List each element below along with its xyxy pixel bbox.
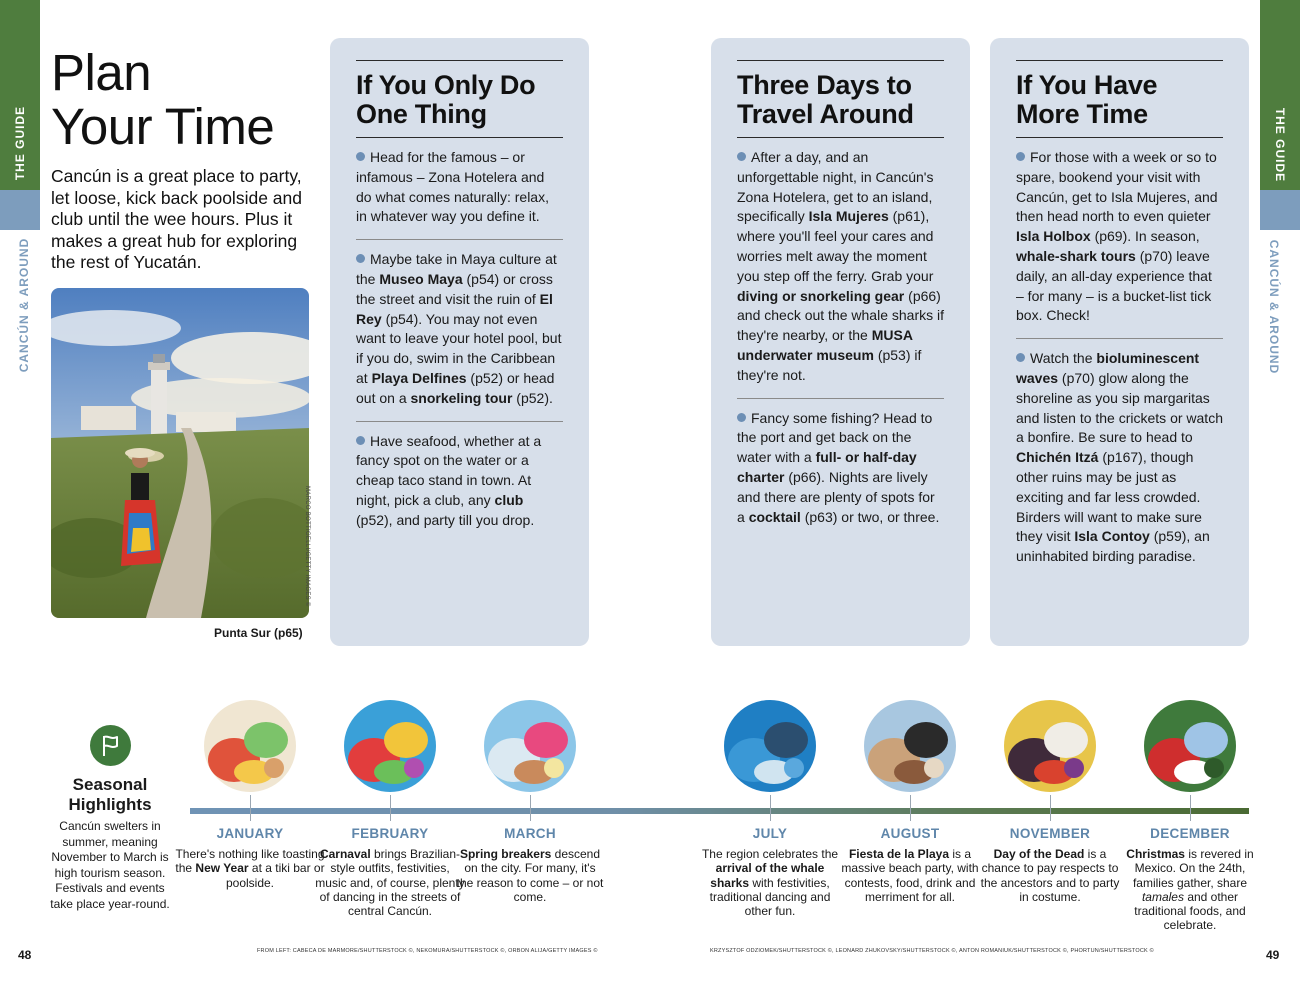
item-text: The region celebrates the (701, 847, 839, 861)
card-item (737, 399, 944, 540)
left-tab-guide-label: THE GUIDE (13, 105, 27, 181)
bullet-icon (1016, 353, 1025, 362)
highlight-text: Isla Contoy (1074, 528, 1150, 545)
whale-shark-photo (724, 700, 816, 792)
photo-credits-left: FROM LEFT: CABECA DE MARMORE/SHUTTERSTOCK ©, NEKOMURA/SHUTTERSTOCK ©, ORBON ALIJA/GETTY IMAGES © (257, 948, 598, 954)
item-text: (p70) glow along the shoreline as you sip margaritas and listen to the crickets or watch a bonfire. Be sure to head to (1016, 369, 1223, 446)
timeline-tick (910, 795, 911, 821)
card-title-line1: Three Days to (737, 70, 912, 100)
card-title-line2: Travel Around (737, 99, 914, 129)
item-text: (p54). You may not even want to leave your hotel pool, but if you do, swim in the Caribbean at (356, 310, 562, 386)
card-title (356, 61, 563, 137)
item-text: (p52). (512, 389, 553, 406)
month-description (975, 847, 1125, 904)
month-description (175, 847, 325, 890)
card-title (737, 61, 944, 137)
highlight-text: diving or snorkeling gear (737, 287, 905, 304)
month-name: JULY (752, 826, 788, 841)
item-text: (p61), where you'll feel your cares and worries melt away the moment you step off the ferry. Grab your (737, 208, 934, 284)
month-name: JANUARY (216, 826, 284, 841)
item-text: (p53) if they're not. (737, 346, 922, 383)
card-more-time (990, 38, 1249, 646)
month-name: DECEMBER (1150, 826, 1230, 841)
page-title-line2: Your Time (51, 98, 275, 155)
highlight-text: Christmas (1126, 847, 1185, 861)
flag-icon (90, 725, 131, 766)
left-tab-section-marker (0, 190, 40, 230)
item-text: Watch the (1030, 350, 1097, 367)
item-text: is a chance to pay respects to the ancestors and to party in costume. (980, 847, 1120, 904)
card-title-line1: If You Have (1016, 70, 1158, 100)
item-text: tamales (1141, 889, 1184, 904)
page-title (51, 46, 274, 154)
item-text: (p66) and check out the whale sharks if they're nearby, or the (737, 287, 945, 344)
card-item (356, 240, 563, 420)
card-item (1016, 339, 1223, 579)
card-item (737, 138, 944, 398)
highlight-text: club (494, 491, 524, 508)
month-name: NOVEMBER (1009, 826, 1091, 841)
item-text: Fancy some fishing? Head to the port and get back on the water with a (737, 409, 933, 466)
item-text: brings Brazilian-style outfits, festivities, music and, of course, plenty of dancing in the streets of central Cancún. (315, 847, 465, 919)
month-name: FEBRUARY (351, 826, 429, 841)
item-text: (p52), and party till you drop. (356, 511, 535, 528)
item-text: is a massive beach party, with contests, food, drink and merriment for all. (841, 847, 979, 904)
right-tab-guide-label: THE GUIDE (1273, 107, 1287, 183)
item-text: (p54) or cross the street and visit the ruin of (356, 270, 553, 307)
item-text: descend on the city. For many, it's the reason to come – or not come. (456, 847, 604, 904)
bullet-icon (737, 413, 746, 422)
highlight-text: MUSA underwater museum (737, 327, 913, 363)
highlight-text: bioluminescent waves (1016, 350, 1200, 386)
timeline-tick (1050, 795, 1051, 821)
beach-party-photo (864, 700, 956, 792)
bullet-icon (356, 436, 365, 445)
highlight-text: Day of the Dead (993, 847, 1085, 861)
item-text: (p52) or head out on a (356, 369, 555, 406)
photo-caption: Punta Sur (p65) (214, 626, 303, 640)
card-title-line2: More Time (1016, 99, 1148, 129)
highlight-text: arrival of the whale sharks (710, 861, 825, 890)
card-more-time-content (1016, 60, 1223, 579)
highlight-text: Fiesta de la Playa (848, 847, 950, 861)
item-text: and other traditional foods, and celebrate. (1134, 889, 1246, 933)
month-name: MARCH (504, 826, 556, 841)
card-items (356, 138, 563, 543)
bullet-icon (1016, 152, 1025, 161)
highlight-text: Chichén Itzá (1016, 449, 1099, 466)
card-title-line2: One Thing (356, 99, 487, 129)
card-one-thing (330, 38, 589, 646)
card-three-days (711, 38, 970, 646)
card-title-line1: If You Only Do (356, 70, 536, 100)
item-text: Have seafood, whether at a fancy spot on the water or a cheap taco stand in town. At night, pick a club, any (356, 432, 542, 508)
item-text: Head for the famous – or infamous – Zona Hotelera and do what comes naturally: relax, in whatever way you define it. (356, 149, 549, 225)
highlight-text: Carnaval (319, 847, 371, 861)
right-tab-section-marker (1260, 190, 1300, 230)
month-photo-november (975, 700, 1125, 792)
item-text: (p66). Nights are lively and there are plenty of spots for a (737, 468, 935, 525)
item-text: is revered in Mexico. On the 24th, families gather, share (1132, 847, 1254, 890)
highlight-text: Isla Mujeres (808, 208, 889, 225)
item-text: Maybe take in Maya culture at the (356, 251, 557, 287)
month-description (695, 847, 845, 918)
card-items (1016, 138, 1223, 579)
month-photo-december (1115, 700, 1265, 792)
left-tab-section-label: CANCÚN & AROUND (17, 237, 31, 373)
timeline-tick (770, 795, 771, 821)
day-of-the-dead-photo (1004, 700, 1096, 792)
highlight-text: Playa Delfines (371, 369, 467, 386)
highlight-text: snorkeling tour (410, 389, 513, 406)
item-text: (p69). In season, (1090, 228, 1200, 245)
month-photo-august (835, 700, 985, 792)
month-photo-february (315, 700, 465, 792)
month-photo-july (695, 700, 845, 792)
card-title (1016, 61, 1223, 137)
highlight-text: New Year (195, 861, 249, 876)
cocktails-photo (204, 700, 296, 792)
month-description (315, 847, 465, 918)
page-number-right: 49 (1266, 948, 1280, 962)
item-text: (p59), an uninhabited birding paradise. (1016, 528, 1210, 565)
item-text: For those with a week or so to spare, bookend your visit with Cancún, get to Isla Mujeres, and then head north to even quieter (1016, 149, 1218, 225)
month-description (1115, 847, 1265, 933)
item-text: with festivities, traditional dancing and other fun. (709, 875, 831, 919)
timeline-tick (530, 795, 531, 821)
seasonal-title-line1: Seasonal (72, 775, 148, 794)
item-text: (p63) or two, or three. (800, 508, 940, 525)
card-item (356, 138, 563, 239)
highlight-text: full- or half-day charter (737, 449, 917, 485)
carnaval-photo (344, 700, 436, 792)
item-text: There's nothing like toasting the (175, 847, 325, 876)
card-one-thing-content (356, 60, 563, 543)
month-name: AUGUST (880, 826, 940, 841)
flag-icon-glyph (90, 725, 131, 766)
bullet-icon (356, 254, 365, 263)
timeline-tick (1190, 795, 1191, 821)
item-text: (p70) leave daily, an all-day experience that – for many – is a bucket-list tick box. Check! (1016, 247, 1212, 324)
item-text: After a day, and an unforgettable night, in Cancún's Zona Hotelera, get to an island, specifically (737, 149, 934, 225)
card-three-days-content (737, 60, 944, 539)
photo-credit: MARCO BOTTIGELLI/GETTY IMAGES © (304, 486, 310, 607)
bullet-icon (737, 152, 746, 161)
highlight-text: whale-shark tours (1016, 247, 1136, 264)
bullet-icon (356, 152, 365, 161)
highlight-text: Spring breakers (459, 847, 552, 861)
month-description (455, 847, 605, 904)
seasonal-title-line2: Highlights (68, 795, 152, 814)
card-item (1016, 138, 1223, 338)
month-photo-january (175, 700, 325, 792)
right-tab-section-label: CANCÚN & AROUND (1267, 239, 1281, 375)
christmas-photo (1144, 700, 1236, 792)
page-title-line1: Plan (51, 44, 152, 101)
highlight-text: Museo Maya (379, 270, 463, 287)
seasonal-description: Cancún swelters in summer, meaning November to March is high tourism season. Festivals and events take place year-round. (50, 819, 170, 911)
card-items (737, 138, 944, 539)
punta-sur-photo (51, 288, 309, 618)
timeline-tick (250, 795, 251, 821)
card-item (356, 422, 563, 543)
timeline-bar (190, 808, 1249, 814)
spring-break-photo (484, 700, 576, 792)
photo-credits-right: KRZYSZTOF ODZIOMEK/SHUTTERSTOCK ©, LEONARD ZHUKOVSKY/SHUTTERSTOCK ©, ANTON ROMANIUK/SHUTTERSTOCK ©, PHORTUN/SHUTTERSTOCK © (710, 948, 1154, 954)
seasonal-title (50, 775, 170, 815)
item-text: at a tiki bar or poolside. (225, 861, 325, 890)
month-description (835, 847, 985, 904)
month-photo-march (455, 700, 605, 792)
timeline-tick (390, 795, 391, 821)
highlight-text: El Rey (356, 290, 553, 327)
highlight-text: cocktail (748, 508, 801, 525)
intro-text: Cancún is a great place to party, let loose, kick back poolside and club until the wee hours. Plus it makes a great hub for exploring the rest of Yucatán. (51, 166, 302, 272)
punta-sur-illustration (51, 288, 309, 618)
highlight-text: Isla Holbox (1016, 228, 1091, 245)
item-text: (p167), though other ruins may be just as exciting and far less crowded. Birders will want to make sure they visit (1016, 449, 1202, 545)
page-number-left: 48 (18, 948, 32, 962)
